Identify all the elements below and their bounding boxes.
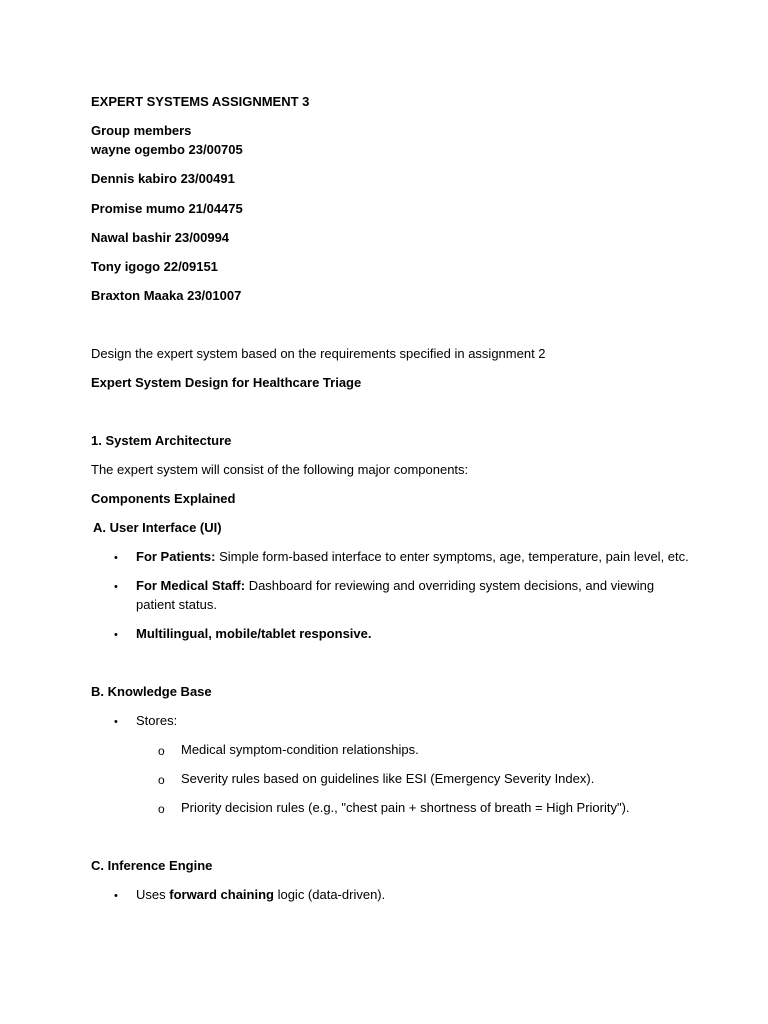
components-heading: Components Explained [91,491,236,506]
bullet-icon: • [114,716,118,728]
logic-text: logic (data-driven). [273,887,386,902]
uses-text: Uses [136,887,170,902]
sub-bullet-icon: o [158,802,165,816]
member-1: wayne ogembo 23/00705 [91,142,243,157]
document-title: EXPERT SYSTEMS ASSIGNMENT 3 [91,94,310,109]
kb-item-2: Severity rules based on guidelines like ESI (Emergency Severity Index). [181,771,595,786]
intro-text: The expert system will consist of the following major components: [91,462,469,477]
staff-label: For Medical Staff: [136,578,246,593]
member-4: Nawal bashir 23/00994 [91,230,230,245]
ui-heading: A. User Interface (UI) [93,520,222,535]
kb-item-3: Priority decision rules (e.g., "chest pain + shortness of breath = High Priority"). [181,800,630,815]
group-heading: Group members [91,123,192,138]
sub-bullet-icon: o [158,744,165,758]
kb-item-1: Medical symptom-condition relationships. [181,742,419,757]
member-6: Braxton Maaka 23/01007 [91,288,242,303]
member-2: Dennis kabiro 23/00491 [91,171,235,186]
bullet-icon: • [114,552,118,564]
sub-bullet-icon: o [158,773,165,787]
section-heading-architecture: 1. System Architecture [91,433,232,448]
patients-bullet [136,549,689,565]
forward-chaining-text: forward chaining [169,887,274,902]
staff-text-continued: patient status. [136,597,217,612]
staff-bullet [136,578,654,594]
inference-bullet [136,887,385,903]
bullet-icon: • [114,890,118,902]
patients-text: Simple form-based interface to enter symptoms, age, temperature, pain level, etc. [215,549,689,564]
bullet-icon: • [114,629,118,641]
patients-label: For Patients: [136,549,216,564]
stores-label: Stores: [136,713,178,728]
knowledge-base-heading: B. Knowledge Base [91,684,212,699]
member-3: Promise mumo 21/04475 [91,201,243,216]
member-5: Tony igogo 22/09151 [91,259,218,274]
task-statement: Design the expert system based on the requirements specified in assignment 2 [91,346,546,361]
multilingual-bullet: Multilingual, mobile/tablet responsive. [136,626,372,641]
inference-engine-heading: C. Inference Engine [91,858,213,873]
bullet-icon: • [114,581,118,593]
design-title: Expert System Design for Healthcare Triage [91,375,362,390]
staff-text: Dashboard for reviewing and overriding system decisions, and viewing [245,578,655,593]
